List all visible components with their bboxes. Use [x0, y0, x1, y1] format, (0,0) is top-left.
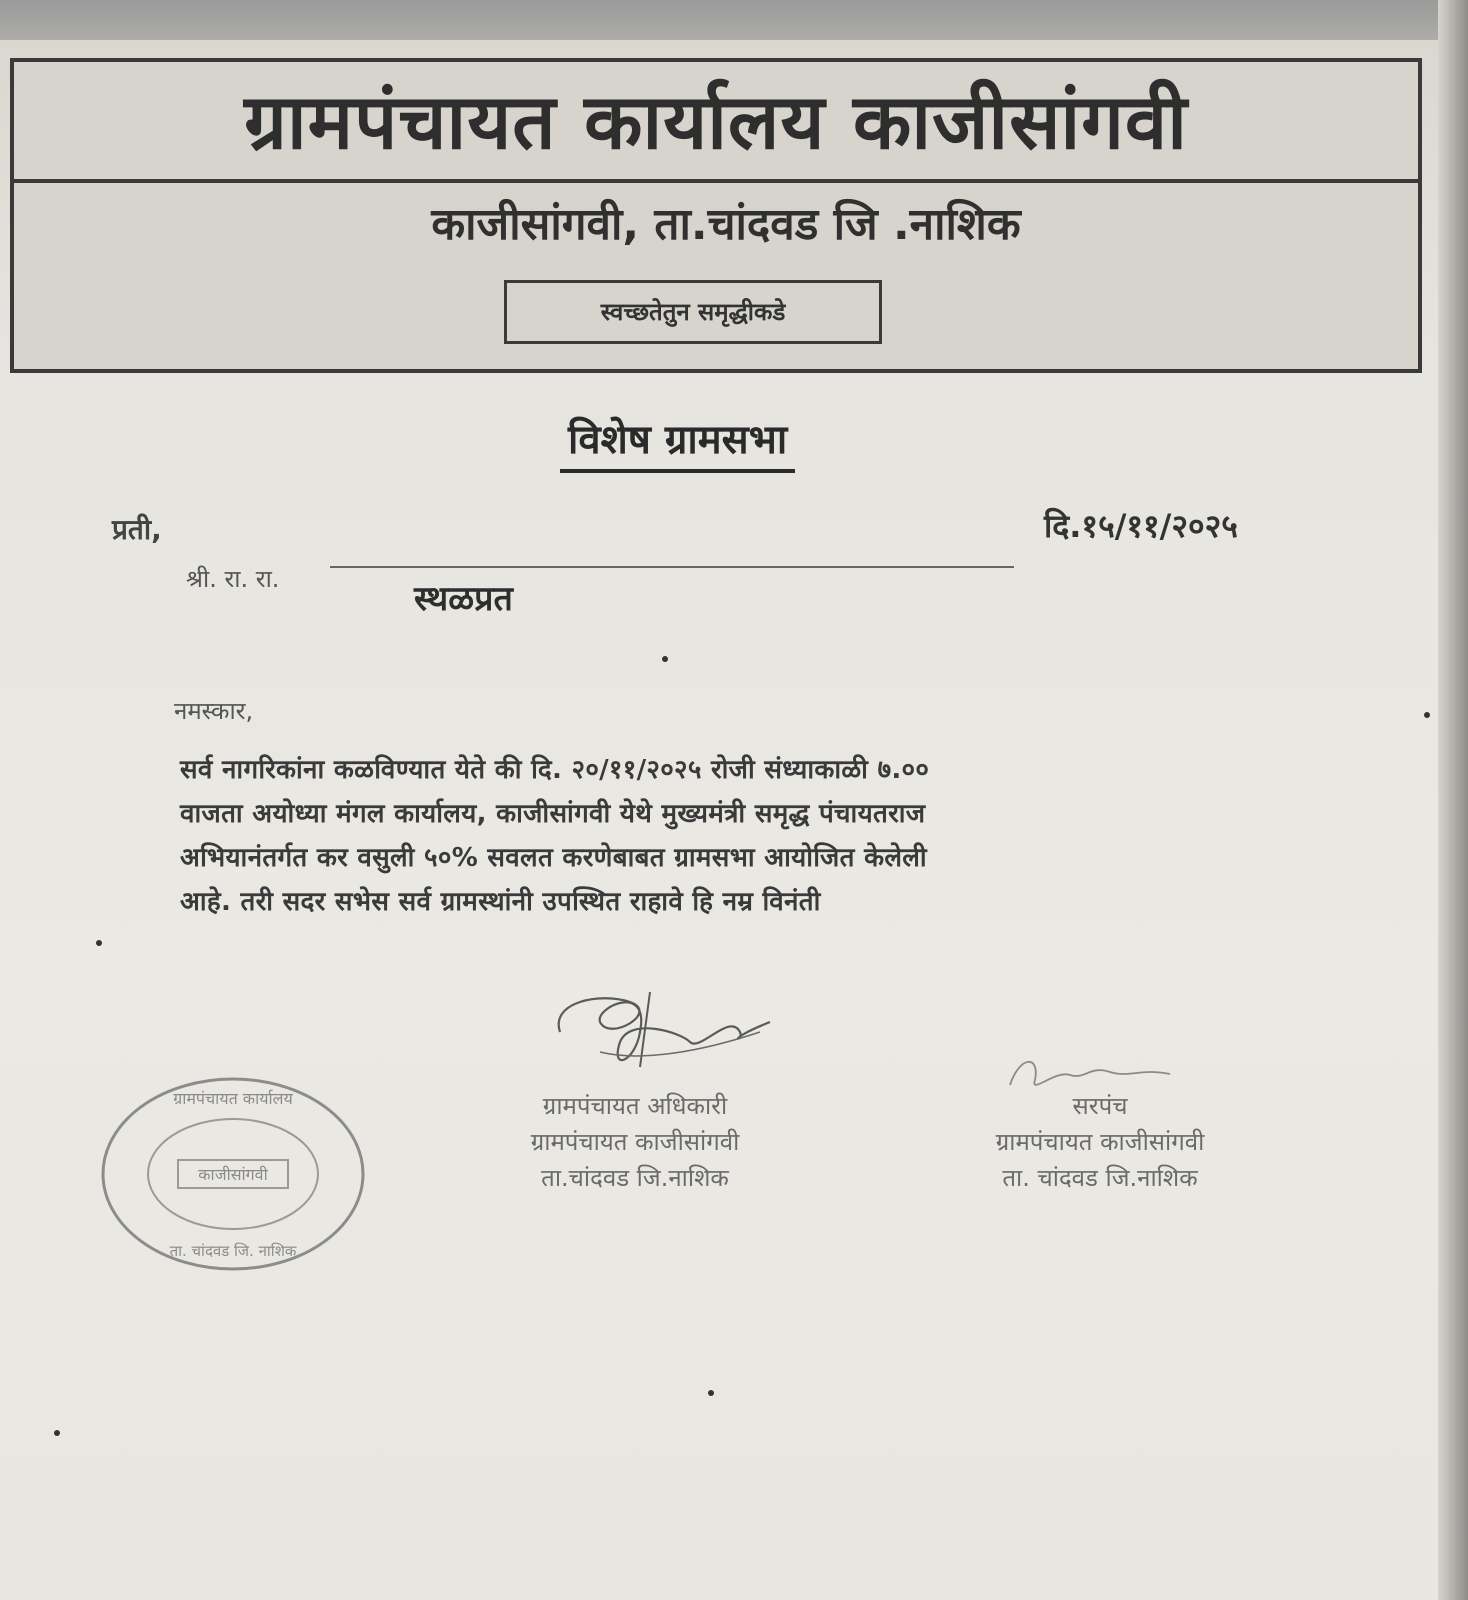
recipient-prefix: श्री. रा. रा. — [186, 565, 280, 593]
body-line: सर्व नागरिकांना कळविण्यात येते की दि. २०/११/२०२५ रोजी संध्याकाळी ७.०० — [180, 755, 930, 785]
signatory-right-title: सरपंच — [1072, 1092, 1128, 1120]
letterhead — [10, 58, 1422, 373]
letter-date: दि.१५/११/२०२५ — [1044, 507, 1238, 545]
svg-text:ग्रामपंचायत कार्यालय: ग्रामपंचायत कार्यालय — [173, 1089, 293, 1108]
paper-speck — [1424, 712, 1430, 718]
paper-speck — [662, 656, 668, 662]
body-line: अभियानंतर्गत कर वसुली ५०% सवलत करणेबाबत ग्रामसभा आयोजित केलेली — [180, 843, 927, 873]
signatory-left-place: ता.चांदवड जि.नाशिक — [541, 1164, 729, 1192]
body-line: आहे. तरी सदर सभेस सर्व ग्रामस्थांनी उपस्थित राहावे हि नम्र विनंती — [180, 887, 821, 917]
office-title: ग्रामपंचायत कार्यालय काजीसांगवी — [14, 68, 1418, 183]
photo-right-edge — [1438, 0, 1468, 1600]
svg-text:ता. चांदवड जि. नाशिक: ता. चांदवड जि. नाशिक — [169, 1242, 297, 1260]
body-line: वाजता अयोध्या मंगल कार्यालय, काजीसांगवी येथे मुख्यमंत्री समृद्ध पंचायतराज — [180, 799, 926, 829]
signatory-left-office: ग्रामपंचायत काजीसांगवी — [530, 1128, 740, 1156]
paper-speck — [96, 940, 102, 946]
office-stamp-icon — [98, 1074, 368, 1274]
signatory-right — [930, 1088, 1270, 1196]
signature-left-icon — [540, 972, 800, 1082]
motto-box — [504, 280, 882, 344]
letter-heading: विशेष ग्रामसभा — [560, 410, 795, 473]
svg-text:काजीसांगवी: काजीसांगवी — [198, 1165, 268, 1184]
letter-body — [180, 748, 1330, 924]
office-address: काजीसांगवी, ता.चांदवड जि .नाशिक — [431, 199, 1021, 250]
paper-speck — [708, 1390, 714, 1396]
to-label: प्रती, — [112, 513, 162, 546]
signatory-left-title: ग्रामपंचायत अधिकारी — [542, 1092, 728, 1120]
greeting: नमस्कार, — [174, 697, 254, 725]
signatory-right-office: ग्रामपंचायत काजीसांगवी — [995, 1128, 1205, 1156]
signatory-left — [470, 1088, 800, 1196]
recipient-value: स्थळप्रत — [414, 579, 513, 619]
motto-text: स्वच्छतेतुन समृद्धीकडे — [600, 298, 786, 326]
signatory-right-place: ता. चांदवड जि.नाशिक — [1002, 1164, 1198, 1192]
paper-speck — [54, 1430, 60, 1436]
recipient-underline — [330, 566, 1014, 568]
